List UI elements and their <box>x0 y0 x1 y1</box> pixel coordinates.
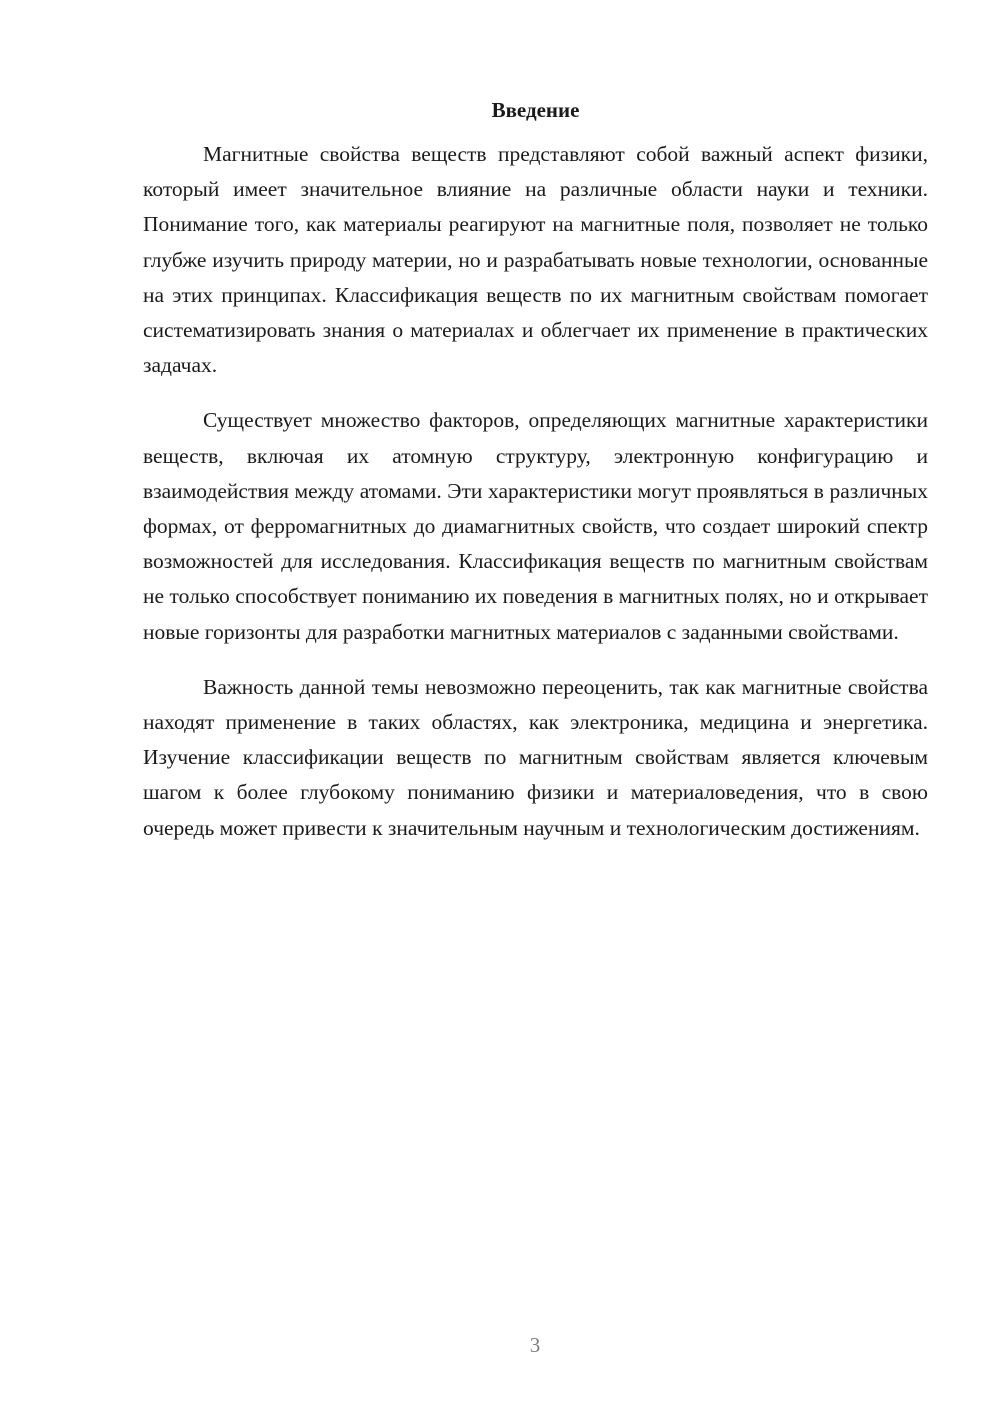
paragraph-2: Существует множество факторов, определяющих магнитные характеристики веществ, включая их атомную структуру, электронную конфигурацию и взаимодействия между атомами. Эти характеристики могут проявляться в различных формах, от ферромагнитных до диамагнитных свойств, что создает широкий спектр возможностей для исследования. Классификация веществ по магнитным свойствам не только способствует пониманию их поведения в магнитных полях, но и открывает новые горизонты для разработки магнитных материалов с заданными свойствами. <box>143 408 928 644</box>
page-number: 3 <box>529 1333 541 1357</box>
section-heading: Введение <box>491 98 580 122</box>
paragraph-3: Важность данной темы невозможно переоценить, так как магнитные свойства находят применение в таких областях, как электроника, медицина и энергетика. Изучение классификации веществ по магнитным свойствам является ключевым шагом к более глубокому пониманию физики и материаловедения, что в свою очередь может привести к значительным научным и технологическим достижениям. <box>143 674 928 840</box>
paragraph-1: Магнитные свойства веществ представляют собой важный аспект физики, который имеет значительное влияние на различные области науки и техники. Понимание того, как материалы реагируют на магнитные поля, позволяет не только глубже изучить природу материи, но и разрабатывать новые технологии, основанные на этих принципах. Классификация веществ по их магнитным свойствам помогает систематизировать знания о материалах и облегчает их применение в практических задачах. <box>143 142 928 378</box>
page-body <box>143 95 928 866</box>
